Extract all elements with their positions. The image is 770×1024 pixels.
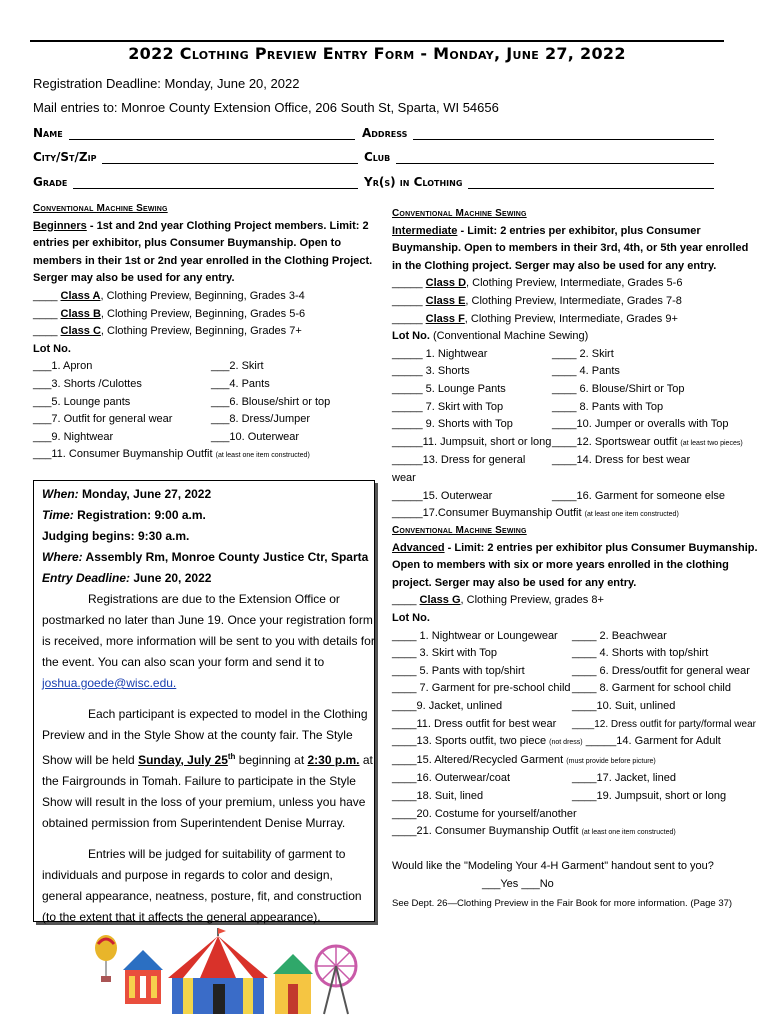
class-d-row[interactable]: _____ Class D, Clothing Preview, Intermediate, Grades 5-6 xyxy=(392,277,683,290)
carousel-icon xyxy=(123,950,163,1004)
ferris-wheel-icon xyxy=(316,946,356,1014)
lot-row[interactable]: _____ 5. Lounge Pants ____ 6. Blouse/Shirt or Top xyxy=(392,382,685,395)
years-field[interactable] xyxy=(364,175,714,189)
small-tent-icon xyxy=(273,954,313,1014)
name-label: Name xyxy=(33,126,63,140)
lot-row[interactable]: _____ 9. Shorts with Top ____10. Jumper or overalls with Top xyxy=(392,418,729,431)
handout-question: Would like the "Modeling Your 4-H Garment" handout sent to you? xyxy=(392,860,714,872)
fair-book-note: See Dept. 26—Clothing Preview in the Fair Book for more information. (Page 37) xyxy=(392,898,733,910)
lot-row[interactable]: ____ 1. Nightwear or Loungewear ____ 2. Beachwear xyxy=(392,629,667,642)
lot-row[interactable]: _____15. Outerwear ____16. Garment for someone else xyxy=(392,489,726,502)
years-label: Yr(s) in Clothing xyxy=(364,175,463,189)
lot-row[interactable]: _____ 7. Skirt with Top ____ 8. Pants with Top xyxy=(392,400,664,413)
lot-row[interactable]: ____15. Altered/Recycled Garment (must provide before picture) xyxy=(392,753,656,766)
yes-option[interactable]: ___Yes xyxy=(482,877,519,890)
intermediate-desc: Intermediate - Limit: 2 entries per exhibitor, plus Consumer Buymanship. Open to members in their 3rd, 4th, or 5th year enrolled in the Clothing project. Serger may also be used for any entry. xyxy=(392,224,749,272)
judging-paragraph: Entries will be judged for suitability of garment to individuals and purpose in regards to color and design, general appearance, neatness, posture, fit, and construction (to the extent that it affects the general appearance). xyxy=(42,847,362,924)
lot-row[interactable]: _____ 1. Nightwear ____ 2. Skirt xyxy=(392,347,614,360)
city-label: City/St/Zip xyxy=(33,150,97,164)
grade-label: Grade xyxy=(33,175,68,189)
intermediate-section xyxy=(392,205,756,524)
registration-paragraph: Registrations are due to the Extension Office or postmarked no later than June 19. Once your registration form is received, more information will be sent to you with details for the event. You can also scan your form and send it to joshua.goede@wisc.edu. xyxy=(42,592,375,690)
advanced-header: Conventional Machine Sewing xyxy=(392,525,527,536)
class-e-row[interactable]: _____ Class E, Clothing Preview, Intermediate, Grades 7-8 xyxy=(392,294,682,307)
top-rule xyxy=(30,40,724,42)
lot-row[interactable]: ___5. Lounge pants ___6. Blouse/shirt or top xyxy=(33,395,331,408)
lot-row[interactable]: ___3. Shorts /Culottes ___4. Pants xyxy=(33,377,270,390)
page-title: 2022 Clothing Preview Entry Form - Monday, June 27, 2022 xyxy=(128,44,626,63)
lot-row[interactable]: _____ 3. Shorts ____ 4. Pants xyxy=(392,365,620,378)
class-b-row[interactable]: ____ Class B, Clothing Preview, Beginning, Grades 5-6 xyxy=(33,307,306,320)
lot-row[interactable]: ____20. Costume for yourself/another xyxy=(392,807,577,820)
when-line: When: Monday, June 27, 2022 xyxy=(42,487,212,501)
time-line: Time: Registration: 9:00 a.m. xyxy=(42,508,206,522)
lot-row[interactable]: ____9. Jacket, unlined ____10. Suit, unlined xyxy=(392,699,676,712)
grade-field[interactable] xyxy=(33,175,358,189)
lot-row[interactable]: ___1. Apron ___2. Skirt xyxy=(33,360,264,373)
beginners-lot-label: Lot No. xyxy=(33,342,71,355)
where-line: Where: Assembly Rm, Monroe County Justice Ctr, Sparta xyxy=(42,550,369,564)
class-f-row[interactable]: _____ Class F, Clothing Preview, Intermediate, Grades 9+ xyxy=(392,312,678,325)
lot-row[interactable]: ____ 5. Pants with top/shirt ____ 6. Dress/outfit for general wear xyxy=(392,664,750,677)
class-c-row[interactable]: ____ Class C, Clothing Preview, Beginning, Grades 7+ xyxy=(33,325,302,338)
lot-row[interactable]: ____ 7. Garment for pre-school child ____ 8. Garment for school child xyxy=(392,682,731,695)
style-show-paragraph: Each participant is expected to model in the Clothing Preview and in the Style Show at the county fair. The Style Show will be held Sunday, July 25th beginning at 2:30 p.m. at the Fairgrounds in Tomah. Failure to participate in the Style Show will result in the loss of your premium, unless you have obtained permission from Superintendent Denise Murray. xyxy=(42,707,373,830)
intermediate-lot-label: Lot No. (Conventional Machine Sewing) xyxy=(392,330,589,343)
address-label: Address xyxy=(362,126,408,140)
lot-row[interactable]: _____11. Jumpsuit, short or long ____12. Sportswear outfit (at least two pieces) xyxy=(392,435,743,448)
lot-row[interactable]: ____16. Outerwear/coat ____17. Jacket, lined xyxy=(392,772,676,785)
beginners-section xyxy=(33,200,373,465)
email-link[interactable]: joshua.goede@wisc.edu. xyxy=(42,676,177,690)
circus-tent-icon xyxy=(168,928,268,1014)
lot-row[interactable]: ___7. Outfit for general wear ___8. Dress/Jumper xyxy=(33,413,311,426)
carnival-illustration xyxy=(88,928,358,1018)
club-label: Club xyxy=(364,150,391,164)
no-option[interactable]: ___No xyxy=(521,877,554,890)
judging-line: Judging begins: 9:30 a.m. xyxy=(42,529,190,543)
handout-answer[interactable] xyxy=(392,876,758,894)
lot-row[interactable]: ____18. Suit, lined ____19. Jumpsuit, short or long xyxy=(392,789,727,802)
lot-row[interactable]: ____ 3. Skirt with Top ____ 4. Shorts with top/shirt xyxy=(392,647,709,660)
advanced-desc: Advanced - Limit: 2 entries per exhibitor plus Consumer Buymanship. Open to members with six or more years enrolled in the clothing project. Serger may also be used for any entry. xyxy=(392,541,758,589)
city-field[interactable] xyxy=(33,150,358,164)
lot-row[interactable]: ___11. Consumer Buymanship Outfit (at least one item constructed) xyxy=(33,448,310,461)
lot-row[interactable]: _____13. Dress for general wear ____14. Dress for best wear xyxy=(392,454,691,484)
event-info-content xyxy=(42,484,376,928)
lot-row[interactable]: ____21. Consumer Buymanship Outfit (at least one item constructed) xyxy=(392,825,676,838)
beginners-desc: Beginners - 1st and 2nd year Clothing Project members. Limit: 2 entries per exhibitor, plus Consumer Buymanship. Open to members in their 1st or 2nd year enrolled in the Clothing Project. Serger may also be used for any entry. xyxy=(33,219,373,285)
lot-row[interactable]: ____11. Dress outfit for best wear ____12. Dress outfit for party/formal wear xyxy=(392,717,756,730)
class-a-row[interactable]: ____ Class A, Clothing Preview, Beginning, Grades 3-4 xyxy=(33,289,305,302)
mail-entries: Mail entries to: Monroe County Extension Office, 206 South St, Sparta, WI 54656 xyxy=(33,100,499,115)
address-field[interactable] xyxy=(362,126,714,140)
deadline-line: Entry Deadline: June 20, 2022 xyxy=(42,571,212,585)
lot-row[interactable]: _____17.Consumer Buymanship Outfit (at least one item constructed) xyxy=(392,507,679,520)
lot-row[interactable]: ____13. Sports outfit, two piece (not dress) _____14. Garment for Adult xyxy=(392,735,721,748)
beginners-header: Conventional Machine Sewing xyxy=(33,203,168,214)
lot-row[interactable]: ___9. Nightwear ___10. Outerwear xyxy=(33,430,300,443)
name-field[interactable] xyxy=(33,126,355,140)
intermediate-header: Conventional Machine Sewing xyxy=(392,208,527,219)
balloon-icon xyxy=(95,935,117,982)
registration-deadline: Registration Deadline: Monday, June 20, 2022 xyxy=(33,76,300,91)
class-g-row[interactable]: ____ Class G, Clothing Preview, grades 8+ xyxy=(392,594,604,607)
handout-section xyxy=(392,858,758,913)
advanced-section xyxy=(392,522,758,842)
club-field[interactable] xyxy=(364,150,714,164)
advanced-lot-label: Lot No. xyxy=(392,611,430,624)
